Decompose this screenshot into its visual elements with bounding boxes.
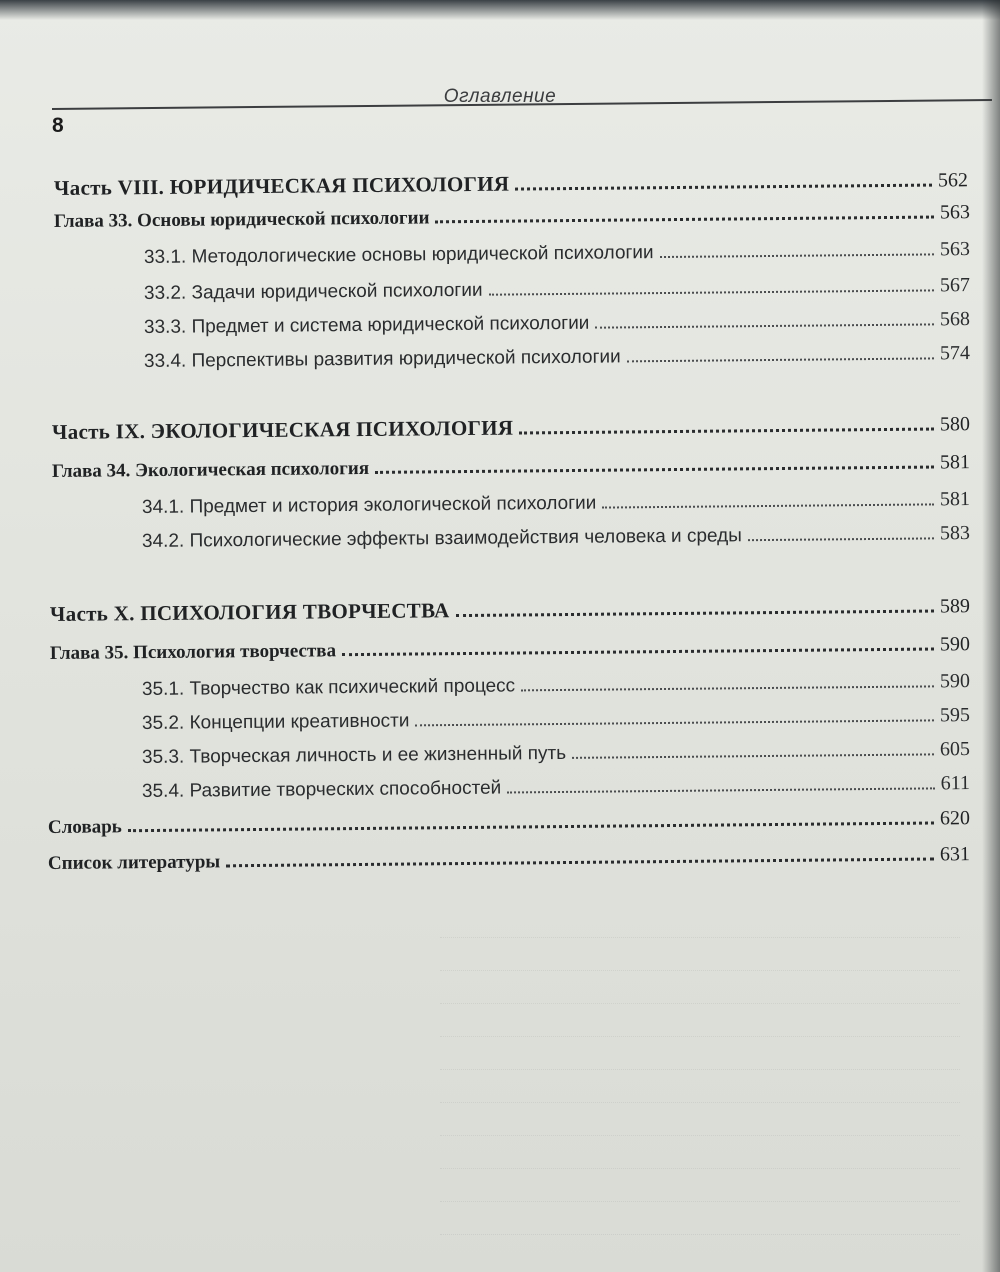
leader-dots (602, 503, 934, 508)
toc-entry-page: 580 (939, 413, 971, 436)
leader-dots (128, 821, 934, 832)
toc-entry-page: 581 (939, 488, 971, 511)
toc-entry-page: 590 (939, 633, 971, 656)
toc-entry-page: 574 (939, 342, 971, 365)
leader-dots (660, 253, 934, 258)
running-header-title: Оглавление (443, 86, 557, 107)
toc-entry-page: 581 (939, 451, 971, 474)
leader-dots (489, 289, 934, 295)
toc-section-33-4 (144, 342, 970, 373)
toc-entry-page: 563 (939, 238, 971, 261)
toc-entry-page: 590 (939, 670, 971, 693)
toc-section-34-1 (142, 488, 970, 519)
toc-entry-title: Глава 33. Основы юридической психологии (53, 207, 430, 232)
leader-dots (515, 184, 932, 191)
toc-entry-page: 631 (939, 843, 971, 866)
leader-dots (226, 857, 934, 867)
toc-entry-page: 563 (939, 201, 971, 224)
toc-part-9 (52, 411, 970, 445)
toc-chapter-35 (50, 633, 970, 665)
leader-dots (375, 466, 934, 474)
toc-entry-title: 33.1. Методологические основы юридической психологии (143, 242, 654, 268)
toc-entry-title: 33.3. Предмет и система юридической психологии (143, 312, 590, 338)
toc-entry-title: 33.4. Перспективы развития юридической психологии (143, 346, 621, 372)
leader-dots (342, 648, 934, 657)
toc-section-35-1 (142, 670, 970, 701)
toc-entry-page: 568 (939, 308, 971, 331)
toc-entry-title: Часть VIII. ЮРИДИЧЕСКАЯ ПСИХОЛОГИЯ (53, 171, 510, 200)
toc-entry-title: Список литературы (47, 851, 221, 874)
toc-entry-title: 34.1. Предмет и история экологической психологии (141, 492, 597, 518)
toc-glossary (48, 807, 970, 839)
toc-section-34-2 (142, 522, 970, 553)
toc-entry-title: 34.2. Психологические эффекты взаимодействия человека и среды (141, 525, 742, 552)
leader-dots (521, 685, 934, 691)
leader-dots (595, 323, 934, 328)
toc-section-33-2 (144, 274, 970, 305)
toc-entry-title: 35.3. Творческая личность и ее жизненный путь (141, 742, 567, 768)
toc-entry-page: 562 (937, 169, 969, 192)
leader-dots (415, 719, 934, 726)
toc-entry-page: 595 (939, 704, 971, 727)
leader-dots (456, 610, 935, 618)
toc-part-10 (50, 593, 970, 627)
toc-entry-title: Словарь (47, 816, 122, 838)
toc-chapter-34 (52, 451, 970, 483)
leader-dots (627, 357, 934, 362)
toc-entry-title: Глава 34. Экологическая психология (51, 457, 370, 482)
toc-entry-page: 605 (939, 738, 971, 761)
page-number: 8 (52, 114, 64, 137)
toc-part-8 (54, 167, 968, 201)
leader-dots (572, 753, 934, 758)
leader-dots (519, 428, 934, 435)
leader-dots (507, 787, 934, 793)
toc-entry-page: 583 (939, 522, 971, 545)
toc-section-35-3 (142, 738, 970, 769)
toc-entry-page: 611 (940, 772, 971, 795)
toc-chapter-33 (54, 201, 970, 233)
toc-entry-title: 33.2. Задачи юридической психологии (143, 279, 483, 304)
toc-entry-title: Часть X. ПСИХОЛОГИЯ ТВОРЧЕСТВА (49, 598, 450, 626)
toc-entry-title: 35.4. Развитие творческих способностей (141, 777, 502, 802)
toc-section-33-1 (144, 238, 970, 269)
toc-section-35-2 (142, 704, 970, 735)
toc-references (48, 843, 970, 875)
toc-entry-title: 35.1. Творчество как психический процесс (141, 675, 516, 700)
leader-dots (435, 216, 934, 224)
toc-entry-page: 567 (939, 274, 971, 297)
toc-entry-title: 35.2. Концепции креативности (141, 710, 410, 734)
leader-dots (748, 537, 934, 541)
toc-entry-page: 589 (939, 595, 971, 618)
toc-section-33-3 (144, 308, 970, 339)
toc-entry-title: Глава 35. Психология творчества (49, 640, 337, 664)
toc-entry-page: 620 (939, 807, 971, 830)
toc-entry-title: Часть IX. ЭКОЛОГИЧЕСКАЯ ПСИХОЛОГИЯ (51, 415, 514, 444)
toc-section-35-4 (142, 772, 970, 803)
